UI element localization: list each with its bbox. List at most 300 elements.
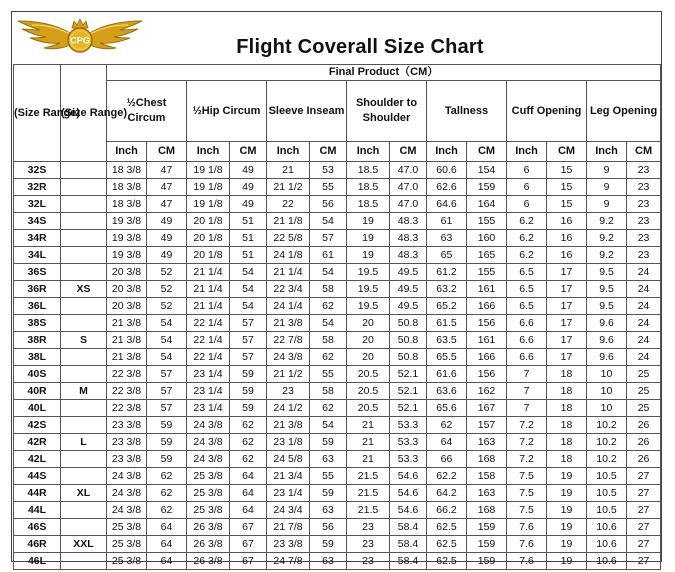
cell-tall-in: 64 <box>427 434 467 451</box>
cell-tall-in: 63.2 <box>427 281 467 298</box>
cell-chest-in: 23 3/8 <box>107 434 147 451</box>
cell-sleeve-cm: 54 <box>310 264 347 281</box>
cell-sh-in: 20.5 <box>347 400 390 417</box>
cell-tall-cm: 168 <box>467 451 507 468</box>
shoulder-header: Shoulder to Shoulder <box>347 81 427 142</box>
crown-icon <box>72 19 88 28</box>
page-title: Flight Coverall Size Chart <box>236 36 484 58</box>
cell-hip-cm: 57 <box>230 349 267 366</box>
cell-leg-cm: 27 <box>627 502 661 519</box>
cell-sh-cm: 49.5 <box>390 281 427 298</box>
cell-cuff-in: 6.6 <box>507 315 547 332</box>
cell-leg-cm: 27 <box>627 485 661 502</box>
cell-sh-in: 19.5 <box>347 264 390 281</box>
table-row <box>14 451 661 468</box>
logo-text: CPG <box>70 35 90 46</box>
cell-hip-cm: 54 <box>230 298 267 315</box>
cell-leg-cm: 27 <box>627 519 661 536</box>
cell-chest-cm: 62 <box>147 485 187 502</box>
cell-hip-in: 21 1/4 <box>187 264 230 281</box>
cell-sleeve-cm: 59 <box>310 434 347 451</box>
cell-range <box>61 196 107 213</box>
cell-leg-cm: 25 <box>627 400 661 417</box>
unit-cm: CM <box>390 142 427 162</box>
final-product-header: Final Product（CM） <box>107 65 661 81</box>
cell-hip-cm: 62 <box>230 417 267 434</box>
cell-chest-in: 20 3/8 <box>107 281 147 298</box>
cell-sleeve-cm: 59 <box>310 536 347 553</box>
cell-sleeve-cm: 55 <box>310 179 347 196</box>
cell-chest-cm: 62 <box>147 502 187 519</box>
cell-cuff-in: 7 <box>507 383 547 400</box>
cell-tall-cm: 166 <box>467 349 507 366</box>
cell-leg-cm: 25 <box>627 383 661 400</box>
cell-chest-cm: 52 <box>147 298 187 315</box>
cell-hip-in: 22 1/4 <box>187 349 230 366</box>
cell-chest-in: 24 3/8 <box>107 485 147 502</box>
cell-tall-in: 64.2 <box>427 485 467 502</box>
cell-tall-cm: 161 <box>467 332 507 349</box>
cell-hip-in: 26 3/8 <box>187 519 230 536</box>
cell-chest-cm: 57 <box>147 383 187 400</box>
cell-sleeve-in: 21 3/8 <box>267 417 310 434</box>
cell-cuff-in: 7.2 <box>507 451 547 468</box>
cell-cuff-in: 7 <box>507 366 547 383</box>
unit-inch: Inch <box>427 142 467 162</box>
cell-tall-cm: 166 <box>467 298 507 315</box>
cell-hip-in: 24 3/8 <box>187 451 230 468</box>
cell-tall-cm: 162 <box>467 383 507 400</box>
cell-sleeve-cm: 58 <box>310 332 347 349</box>
cell-range: XS <box>61 281 107 298</box>
cell-tall-cm: 156 <box>467 315 507 332</box>
cell-leg-in: 10.5 <box>587 485 627 502</box>
cell-leg-cm: 23 <box>627 213 661 230</box>
cell-leg-cm: 24 <box>627 298 661 315</box>
cell-cuff-in: 6.5 <box>507 264 547 281</box>
table-row <box>14 162 661 179</box>
table-row <box>14 434 661 451</box>
cell-sleeve-cm: 62 <box>310 349 347 366</box>
cell-sleeve-in: 24 1/2 <box>267 400 310 417</box>
cell-tall-cm: 163 <box>467 434 507 451</box>
cell-chest-in: 24 3/8 <box>107 468 147 485</box>
cell-tall-in: 65 <box>427 247 467 264</box>
cell-tall-cm: 160 <box>467 230 507 247</box>
cell-leg-cm: 27 <box>627 553 661 570</box>
cell-tall-in: 62.5 <box>427 536 467 553</box>
cell-tall-in: 62.2 <box>427 468 467 485</box>
cell-tall-in: 66 <box>427 451 467 468</box>
cell-cuff-in: 6.6 <box>507 332 547 349</box>
cell-sh-cm: 54.6 <box>390 502 427 519</box>
cell-range <box>61 264 107 281</box>
cell-sleeve-cm: 54 <box>310 315 347 332</box>
cell-cuff-in: 6 <box>507 179 547 196</box>
cell-cuff-cm: 18 <box>547 451 587 468</box>
cell-sleeve-in: 23 <box>267 383 310 400</box>
cell-hip-cm: 64 <box>230 485 267 502</box>
cell-tall-in: 63.5 <box>427 332 467 349</box>
cell-leg-in: 10.5 <box>587 468 627 485</box>
cell-cuff-cm: 18 <box>547 400 587 417</box>
cell-size: 40S <box>14 366 61 383</box>
cell-range <box>61 247 107 264</box>
cell-hip-cm: 49 <box>230 179 267 196</box>
cell-tall-in: 62.5 <box>427 553 467 570</box>
cell-sh-cm: 47.0 <box>390 179 427 196</box>
cell-range <box>61 213 107 230</box>
cell-sh-cm: 50.8 <box>390 349 427 366</box>
cell-cuff-cm: 17 <box>547 264 587 281</box>
cell-hip-in: 20 1/8 <box>187 247 230 264</box>
unit-cm: CM <box>147 142 187 162</box>
unit-cm: CM <box>467 142 507 162</box>
unit-inch: Inch <box>507 142 547 162</box>
cell-cuff-in: 6 <box>507 196 547 213</box>
cell-sh-in: 19.5 <box>347 298 390 315</box>
cell-cuff-in: 6.2 <box>507 247 547 264</box>
table-row <box>14 553 661 570</box>
cell-cuff-cm: 19 <box>547 502 587 519</box>
cell-chest-cm: 59 <box>147 434 187 451</box>
cell-sleeve-in: 22 3/4 <box>267 281 310 298</box>
cell-range: XL <box>61 485 107 502</box>
cell-leg-in: 10.5 <box>587 502 627 519</box>
cell-chest-cm: 64 <box>147 536 187 553</box>
cell-hip-in: 25 3/8 <box>187 468 230 485</box>
cell-cuff-in: 7.6 <box>507 519 547 536</box>
cell-leg-cm: 24 <box>627 315 661 332</box>
cell-chest-in: 19 3/8 <box>107 247 147 264</box>
cell-sh-in: 21.5 <box>347 502 390 519</box>
cell-size: 42R <box>14 434 61 451</box>
cell-sleeve-in: 21 7/8 <box>267 519 310 536</box>
cell-sleeve-in: 22 <box>267 196 310 213</box>
hip-header: ½Hip Circum <box>187 81 267 142</box>
table-row <box>14 315 661 332</box>
cell-hip-in: 24 3/8 <box>187 417 230 434</box>
cell-sleeve-in: 21 1/4 <box>267 264 310 281</box>
cell-leg-in: 9.5 <box>587 281 627 298</box>
cell-tall-cm: 159 <box>467 179 507 196</box>
cell-sleeve-cm: 54 <box>310 213 347 230</box>
cell-sh-in: 23 <box>347 536 390 553</box>
cell-leg-in: 10.6 <box>587 536 627 553</box>
cell-chest-in: 23 3/8 <box>107 451 147 468</box>
cell-cuff-cm: 17 <box>547 349 587 366</box>
cell-cuff-cm: 16 <box>547 247 587 264</box>
table-row <box>14 536 661 553</box>
chest-header: ½Chest Circum <box>107 81 187 142</box>
unit-cm: CM <box>627 142 661 162</box>
cell-leg-in: 9.5 <box>587 298 627 315</box>
cell-cuff-cm: 18 <box>547 383 587 400</box>
cell-sleeve-cm: 63 <box>310 451 347 468</box>
cell-tall-cm: 159 <box>467 519 507 536</box>
cuff-header: Cuff Opening <box>507 81 587 142</box>
cell-tall-in: 61.5 <box>427 315 467 332</box>
cell-chest-in: 22 3/8 <box>107 366 147 383</box>
cell-chest-cm: 54 <box>147 332 187 349</box>
cell-chest-in: 25 3/8 <box>107 519 147 536</box>
cell-leg-cm: 23 <box>627 162 661 179</box>
cell-hip-in: 20 1/8 <box>187 213 230 230</box>
cell-sleeve-cm: 61 <box>310 247 347 264</box>
cell-cuff-cm: 19 <box>547 536 587 553</box>
cell-leg-in: 10.2 <box>587 434 627 451</box>
cell-hip-in: 23 1/4 <box>187 383 230 400</box>
cell-leg-cm: 26 <box>627 417 661 434</box>
cell-sh-cm: 47.0 <box>390 162 427 179</box>
cell-leg-in: 10.2 <box>587 417 627 434</box>
cell-sh-cm: 49.5 <box>390 298 427 315</box>
cell-leg-in: 10 <box>587 383 627 400</box>
cell-sh-in: 21 <box>347 451 390 468</box>
table-row <box>14 247 661 264</box>
cell-cuff-cm: 18 <box>547 434 587 451</box>
cell-leg-in: 9 <box>587 179 627 196</box>
cell-sleeve-cm: 58 <box>310 281 347 298</box>
cell-sleeve-cm: 54 <box>310 417 347 434</box>
cell-chest-cm: 59 <box>147 451 187 468</box>
cell-size: 46R <box>14 536 61 553</box>
cell-tall-cm: 159 <box>467 553 507 570</box>
cell-hip-in: 21 1/4 <box>187 298 230 315</box>
cell-cuff-cm: 19 <box>547 519 587 536</box>
cell-sh-cm: 58.4 <box>390 553 427 570</box>
cell-sh-cm: 58.4 <box>390 519 427 536</box>
cell-leg-cm: 24 <box>627 332 661 349</box>
cell-chest-cm: 47 <box>147 179 187 196</box>
cell-hip-in: 26 3/8 <box>187 536 230 553</box>
cell-cuff-in: 7.5 <box>507 468 547 485</box>
unit-inch: Inch <box>267 142 310 162</box>
cell-leg-in: 9.2 <box>587 247 627 264</box>
cell-cuff-in: 6.5 <box>507 281 547 298</box>
cell-chest-in: 25 3/8 <box>107 553 147 570</box>
cell-sleeve-cm: 63 <box>310 553 347 570</box>
cell-tall-cm: 159 <box>467 536 507 553</box>
cell-cuff-cm: 16 <box>547 230 587 247</box>
cell-sh-cm: 48.3 <box>390 230 427 247</box>
cell-cuff-in: 6.5 <box>507 298 547 315</box>
cell-sh-in: 21 <box>347 417 390 434</box>
cell-sleeve-cm: 59 <box>310 485 347 502</box>
cell-sh-in: 20 <box>347 315 390 332</box>
unit-inch: Inch <box>107 142 147 162</box>
cell-chest-cm: 47 <box>147 162 187 179</box>
cell-size: 40L <box>14 400 61 417</box>
cell-sh-cm: 58.4 <box>390 536 427 553</box>
cell-sh-cm: 49.5 <box>390 264 427 281</box>
cell-chest-cm: 52 <box>147 264 187 281</box>
cell-tall-cm: 155 <box>467 264 507 281</box>
cell-hip-cm: 67 <box>230 519 267 536</box>
cell-hip-cm: 57 <box>230 315 267 332</box>
cell-sh-cm: 48.3 <box>390 213 427 230</box>
cell-size: 32R <box>14 179 61 196</box>
cell-hip-cm: 62 <box>230 451 267 468</box>
cell-range: XXL <box>61 536 107 553</box>
cell-sh-cm: 53.3 <box>390 451 427 468</box>
cell-hip-cm: 51 <box>230 247 267 264</box>
cell-sleeve-in: 22 7/8 <box>267 332 310 349</box>
cell-cuff-in: 7.5 <box>507 485 547 502</box>
table-row <box>14 332 661 349</box>
cell-range <box>61 400 107 417</box>
cell-tall-cm: 156 <box>467 366 507 383</box>
cell-sh-in: 19 <box>347 213 390 230</box>
cell-size: 32S <box>14 162 61 179</box>
cell-hip-in: 21 1/4 <box>187 281 230 298</box>
cell-chest-cm: 59 <box>147 417 187 434</box>
cell-sleeve-cm: 63 <box>310 502 347 519</box>
cell-sleeve-cm: 56 <box>310 196 347 213</box>
cell-tall-in: 63.6 <box>427 383 467 400</box>
cell-chest-in: 18 3/8 <box>107 179 147 196</box>
cell-tall-cm: 154 <box>467 162 507 179</box>
cell-leg-cm: 24 <box>627 281 661 298</box>
cell-chest-in: 19 3/8 <box>107 213 147 230</box>
cell-hip-in: 25 3/8 <box>187 502 230 519</box>
cell-leg-cm: 24 <box>627 349 661 366</box>
cell-cuff-in: 6.2 <box>507 213 547 230</box>
cell-cuff-cm: 17 <box>547 332 587 349</box>
cell-size: 34L <box>14 247 61 264</box>
table-row <box>14 468 661 485</box>
table-row <box>14 179 661 196</box>
cell-sh-in: 23 <box>347 519 390 536</box>
leg-header: Leg Opening <box>587 81 661 142</box>
cell-sh-in: 19 <box>347 247 390 264</box>
cell-chest-cm: 62 <box>147 468 187 485</box>
cell-chest-in: 19 3/8 <box>107 230 147 247</box>
cell-sh-in: 20.5 <box>347 366 390 383</box>
cell-hip-in: 19 1/8 <box>187 162 230 179</box>
cell-tall-in: 65.6 <box>427 400 467 417</box>
cell-sh-cm: 52.1 <box>390 366 427 383</box>
cell-leg-in: 9.6 <box>587 349 627 366</box>
cell-cuff-cm: 18 <box>547 366 587 383</box>
cell-sleeve-cm: 53 <box>310 162 347 179</box>
cell-sleeve-in: 24 3/8 <box>267 349 310 366</box>
cell-range <box>61 553 107 570</box>
cell-sh-cm: 53.3 <box>390 434 427 451</box>
cell-chest-in: 22 3/8 <box>107 383 147 400</box>
cell-chest-in: 20 3/8 <box>107 298 147 315</box>
cell-sh-in: 18.5 <box>347 196 390 213</box>
cell-tall-in: 65.5 <box>427 349 467 366</box>
cell-chest-in: 18 3/8 <box>107 162 147 179</box>
cell-tall-cm: 161 <box>467 281 507 298</box>
cell-sh-cm: 52.1 <box>390 383 427 400</box>
cell-hip-cm: 49 <box>230 196 267 213</box>
cell-range <box>61 451 107 468</box>
table-row <box>14 349 661 366</box>
cell-hip-cm: 62 <box>230 434 267 451</box>
cell-leg-cm: 23 <box>627 196 661 213</box>
table-row <box>14 264 661 281</box>
cell-sh-cm: 47.0 <box>390 196 427 213</box>
cell-tall-cm: 167 <box>467 400 507 417</box>
cell-sleeve-cm: 62 <box>310 298 347 315</box>
cell-cuff-cm: 15 <box>547 179 587 196</box>
cell-leg-cm: 27 <box>627 468 661 485</box>
cell-leg-in: 10 <box>587 400 627 417</box>
cell-cuff-in: 6.6 <box>507 349 547 366</box>
cell-hip-cm: 59 <box>230 400 267 417</box>
cell-sh-cm: 50.8 <box>390 332 427 349</box>
cell-sh-in: 21.5 <box>347 468 390 485</box>
cell-hip-cm: 59 <box>230 366 267 383</box>
cell-leg-in: 9.2 <box>587 230 627 247</box>
cell-sh-in: 19 <box>347 230 390 247</box>
cell-hip-cm: 64 <box>230 468 267 485</box>
cell-sh-cm: 50.8 <box>390 315 427 332</box>
cell-chest-in: 21 3/8 <box>107 315 147 332</box>
cell-leg-in: 9 <box>587 162 627 179</box>
cell-sleeve-cm: 62 <box>310 400 347 417</box>
cell-tall-in: 61.2 <box>427 264 467 281</box>
cell-chest-cm: 52 <box>147 281 187 298</box>
cell-leg-in: 9.6 <box>587 315 627 332</box>
cell-sleeve-in: 24 1/8 <box>267 247 310 264</box>
cell-sh-cm: 54.6 <box>390 468 427 485</box>
cell-leg-in: 9.6 <box>587 332 627 349</box>
cell-size: 36S <box>14 264 61 281</box>
cell-range <box>61 162 107 179</box>
size-range-header: (Size Range) <box>61 65 107 162</box>
cell-size: 38L <box>14 349 61 366</box>
cell-sleeve-in: 21 1/2 <box>267 366 310 383</box>
cell-cuff-cm: 19 <box>547 485 587 502</box>
cell-tall-cm: 165 <box>467 247 507 264</box>
cell-hip-cm: 57 <box>230 332 267 349</box>
unit-cm: CM <box>547 142 587 162</box>
cell-range <box>61 315 107 332</box>
table-row <box>14 213 661 230</box>
cell-tall-cm: 158 <box>467 468 507 485</box>
cell-cuff-in: 7.6 <box>507 536 547 553</box>
table-row <box>14 298 661 315</box>
cell-range: M <box>61 383 107 400</box>
cell-leg-cm: 23 <box>627 230 661 247</box>
cell-sleeve-in: 24 3/4 <box>267 502 310 519</box>
cell-size: 36R <box>14 281 61 298</box>
cell-cuff-in: 7.2 <box>507 434 547 451</box>
cell-sh-in: 18.5 <box>347 162 390 179</box>
cell-size: 40R <box>14 383 61 400</box>
cpg-winged-logo <box>16 15 144 59</box>
cell-tall-in: 65.2 <box>427 298 467 315</box>
cell-sh-in: 21.5 <box>347 485 390 502</box>
cell-cuff-cm: 17 <box>547 281 587 298</box>
size-chart-table <box>13 64 661 570</box>
cell-cuff-cm: 18 <box>547 417 587 434</box>
cell-chest-cm: 49 <box>147 230 187 247</box>
left-wing <box>18 21 76 49</box>
cell-chest-in: 20 3/8 <box>107 264 147 281</box>
right-wing <box>84 21 142 49</box>
cell-tall-in: 62 <box>427 417 467 434</box>
cell-hip-in: 26 3/8 <box>187 553 230 570</box>
cell-range: L <box>61 434 107 451</box>
cell-tall-in: 61 <box>427 213 467 230</box>
table-row <box>14 400 661 417</box>
cell-size: 32L <box>14 196 61 213</box>
cell-sleeve-in: 24 1/4 <box>267 298 310 315</box>
